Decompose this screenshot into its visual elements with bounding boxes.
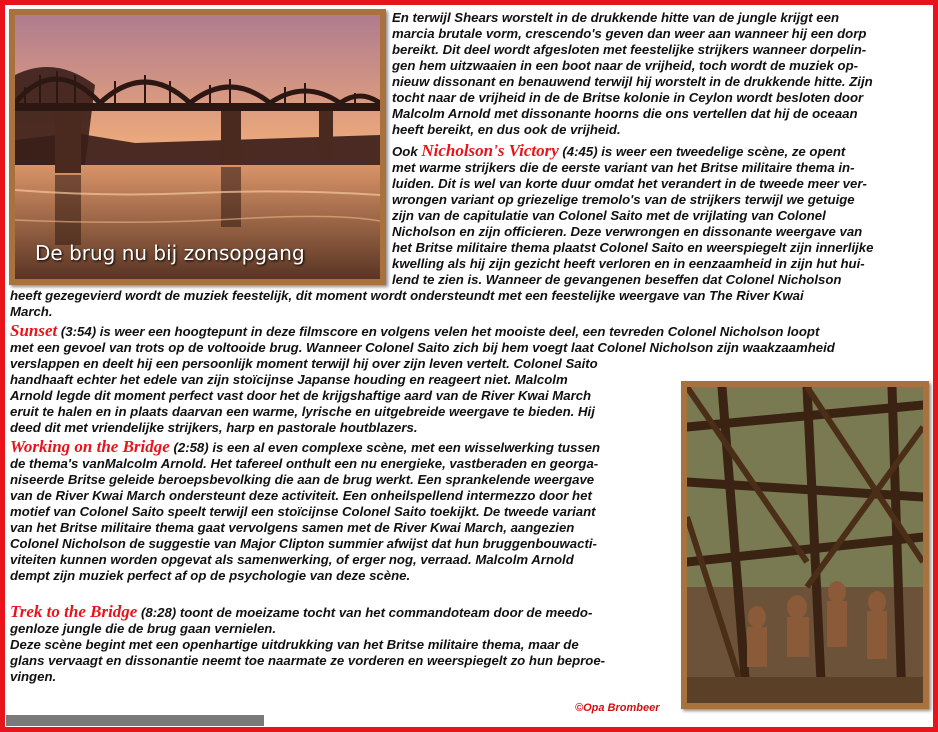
photo-caption: De brug nu bij zonsopgang bbox=[35, 241, 305, 265]
text-line: vingen. bbox=[10, 669, 57, 684]
section-first-line bbox=[10, 323, 819, 340]
text-line: kwelling als hij zijn gezicht heeft verloren en in eenzaamheid in zijn hut hui- bbox=[392, 256, 865, 271]
text-line: gen hem uitzwaaien in een boot naar de vrijheid, toch wordt de muziek op- bbox=[392, 58, 859, 73]
text-line: marcia brutale vorm, crescendo's geven dan weer aan wanneer hij een dorp bbox=[392, 26, 867, 41]
section-first-line bbox=[392, 143, 845, 160]
text-line: Arnold legde dit moment perfect vast door het de krijgshaftige aard van de River Kwai March bbox=[10, 388, 592, 403]
text-line: het Britse militaire thema plaatst Colonel Saito en weerspiegelt zijn innerlijke bbox=[392, 240, 874, 255]
text-line: Malcolm Arnold met dissonante hoorns die ons vertellen dat hij de oceaan bbox=[392, 106, 858, 121]
section-heading: Sunset bbox=[10, 321, 58, 340]
text-line: met warme strijkers die de eerste variant van het Britse militaire thema in- bbox=[392, 160, 855, 175]
text-line: de thema's vanMalcolm Arnold. Het tafereel onthult een nu energieke, vastberaden en georga- bbox=[10, 456, 599, 471]
text-line: van de River Kwai March ondersteunt deze activiteit. Een onheilspellend intermezzo door het bbox=[10, 488, 592, 503]
text-line: verslappen en deelt hij een persoonlijk moment terwijl hij over zijn leven vertelt. Colonel Saito bbox=[10, 356, 598, 371]
text-run: is weer een hoogtepunt in deze filmscore en volgens velen het mooiste deel, een tevreden Colonel Nicholson loopt bbox=[96, 324, 820, 339]
text-line: lend te zien is. Wanneer de gevangenen beseffen dat Colonel Nicholson bbox=[392, 272, 842, 287]
text-line: zijn van de capitulatie van Colonel Saito met de vrijlating van Colonel bbox=[392, 208, 826, 223]
text-line: deed dit met vriendelijke strijkers, harp en pastorale houtblazers. bbox=[10, 420, 418, 435]
text-line: heeft gezegevierd wordt de muziek feestelijk, dit moment wordt ondersteundt met een feestelijke weergave van The River Kwai bbox=[10, 288, 804, 303]
text-run: toont de moeizame tocht van het commandoteam door de meedo- bbox=[176, 605, 593, 620]
text-line: Nicholson en zijn officieren. Deze verwrongen en dissonante weergave van bbox=[392, 224, 863, 239]
text-line: En terwijl Shears worstelt in de drukkende hitte van de jungle krijgt een bbox=[392, 10, 840, 25]
text-run: is weer een tweedelige scène, ze opent bbox=[597, 144, 846, 159]
text-line: tocht naar de vrijheid in de de Britse kolonie in Ceylon wordt besloten door bbox=[392, 90, 864, 105]
bridge-construction-photo bbox=[681, 381, 929, 709]
track-duration: (8:28) bbox=[137, 605, 177, 620]
text-line: van het Britse militaire thema gaat vervolgens samen met de River Kwai March, aangezien bbox=[10, 520, 575, 535]
text-line: niseerde Britse geleide beroepsbevolking die aan de brug werkt. Een sprankelende weergave bbox=[10, 472, 595, 487]
track-duration: (4:45) bbox=[558, 144, 598, 159]
text-line: glans vervaagt en dissonantie neemt toe naarmate ze vorderen en weerspiegelt zo hun beproe- bbox=[10, 653, 606, 668]
text-line: genloze jungle die de brug gaan vernielen. bbox=[10, 621, 276, 636]
section-first-line bbox=[10, 604, 592, 621]
footer-strip bbox=[6, 715, 264, 726]
construction-illustration bbox=[687, 387, 923, 703]
text-line: viteiten kunnen worden opgevat als samenwerking, of erger nog, verraad. Malcolm Arnold bbox=[10, 552, 574, 567]
text-line: March. bbox=[10, 304, 53, 319]
bridge-sunrise-photo bbox=[9, 9, 386, 285]
text-line: dempt zijn muziek perfect af op de psychologie van deze scène. bbox=[10, 568, 411, 583]
text-line: motief van Colonel Saito speelt terwijl een stoïcijnse Colonel Saito toekijkt. De tweede variant bbox=[10, 504, 596, 519]
text-line: met een gevoel van trots op de voltooide brug. Wanneer Colonel Saito zich bij hem voegt laat Colonel Nicholson zijn waakzaamheid bbox=[10, 340, 835, 355]
bridge-illustration bbox=[15, 15, 380, 279]
text-line: eruit te halen en in plaats daarvan een warme, lyrische en uitgebreide weergave te bieden. Hij bbox=[10, 404, 595, 419]
text-line: nieuw dissonant en benauwend terwijl hij worstelt in de drukkende hitte. Zijn bbox=[392, 74, 873, 89]
copyright-signature: ©Opa Brombeer bbox=[575, 702, 660, 714]
section-heading: Nicholson's Victory bbox=[421, 141, 559, 160]
text-line: handhaaft echter het edele van zijn stoïcijnse Japanse houding en reageert niet. Malcolm bbox=[10, 372, 568, 387]
text-line: heeft bereikt, en dus ook de vrijheid. bbox=[392, 122, 621, 137]
section-prefix: Ook bbox=[392, 144, 422, 159]
text-line: Colonel Nicholson de suggestie van Major Clipton summier afwijst dat hun bruggenbouwacti- bbox=[10, 536, 597, 551]
text-run: is een al even complexe scène, met een wisselwerking tussen bbox=[208, 440, 601, 455]
track-duration: (2:58) bbox=[169, 440, 209, 455]
section-heading: Trek to the Bridge bbox=[10, 602, 138, 621]
text-line: wrongen variant op griezelige tremolo's van de strijkers terwijl we getuige bbox=[392, 192, 855, 207]
text-line: Deze scène begint met een openhartige uitdrukking van het Britse militaire thema, maar de bbox=[10, 637, 579, 652]
section-first-line bbox=[10, 439, 600, 456]
text-line: luiden. Dit is wel van korte duur omdat het verandert in de tweede meer ver- bbox=[392, 176, 867, 191]
section-heading: Working on the Bridge bbox=[10, 437, 170, 456]
text-line: bereikt. Dit deel wordt afgesloten met feestelijke strijkers wanneer dorpelin- bbox=[392, 42, 867, 57]
track-duration: (3:54) bbox=[57, 324, 97, 339]
